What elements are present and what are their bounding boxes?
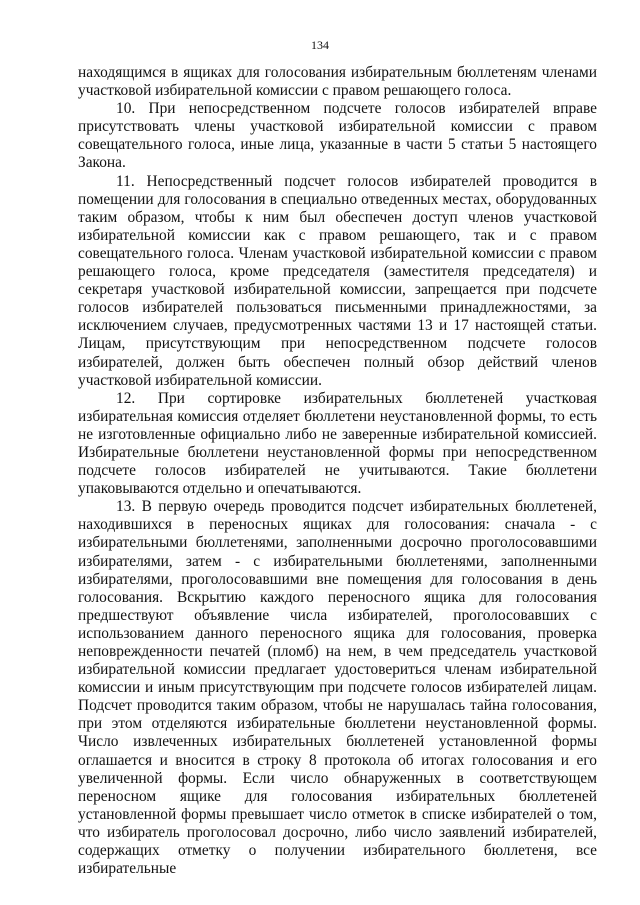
paragraph-item-13: 13. В первую очередь проводится подсчет избирательных бюллетеней, находившихся в переносных ящиках для голосования: сначала - с избирательными бюллетенями, заполненными досрочно проголосовавшими избирателями, затем - с избирательными бюллетенями, заполненными избирателями, проголосовавшими вне помещения для голосования в день голосования. Вскрытию каждого переносного ящика для голосования предшествуют объявление числа избирателей, проголосовавших с использованием данного переносного ящика для голосования, проверка неповрежденности печатей (пломб) на нем, в чем председатель участковой избирательной комиссии предлагает удостовериться членам избирательной комиссии и иным присутствующим при подсчете голосов избирателей лицам. Подсчет проводится таким образом, чтобы не нарушалась тайна голосования, при этом отделяются избирательные бюллетени неустановленной формы. Число извлеченных избирательных бюллетеней установленной формы оглашается и вносится в строку 8 протокола об итогах голосования и его увеличенной формы. Если число обнаруженных в соответствующем переносном ящике для голосования избирательных бюллетеней установленной формы превышает число отметок в списке избирателей о том, что избиратель проголосовал досрочно, либо число заявлений избирателей, содержащих отметку о получении избирательного бюллетеня, все избирательные: [78, 498, 597, 878]
paragraph-continuation: находящимся в ящиках для голосования избирательным бюллетеням членами участковой избирательной комиссии с правом решающего голоса.: [78, 64, 597, 100]
page-number: 134: [311, 38, 329, 52]
paragraph-item-12: 12. При сортировке избирательных бюллетеней участковая избирательная комиссия отделяет бюллетени неустановленной формы, то есть не изготовленные официально либо не заверенные избирательной комиссией. Избирательные бюллетени неустановленной формы при непосредственном подсчете голосов избирателей не учитываются. Такие бюллетени упаковываются отдельно и опечатываются.: [78, 389, 597, 498]
body-text: [78, 64, 597, 878]
paragraph-item-11: 11. Непосредственный подсчет голосов избирателей проводится в помещении для голосования в специально отведенных местах, оборудованных таким образом, чтобы к ним был обеспечен доступ членов участковой избирательной комиссии как с правом решающего, так и с правом совещательного голоса. Членам участковой избирательной комиссии с правом решающего голоса, кроме председателя (заместителя председателя) и секретаря участковой избирательной комиссии, запрещается при подсчете голосов избирателей пользоваться письменными принадлежностями, за исключением случаев, предусмотренных частями 13 и 17 настоящей статьи. Лицам, присутствующим при непосредственном подсчете голосов избирателей, должен быть обеспечен полный обзор действий членов участковой избирательной комиссии.: [78, 172, 597, 389]
paragraph-item-10: 10. При непосредственном подсчете голосов избирателей вправе присутствовать члены участковой избирательной комиссии с правом совещательного голоса, иные лица, указанные в части 5 статьи 5 настоящего Закона.: [78, 100, 597, 172]
